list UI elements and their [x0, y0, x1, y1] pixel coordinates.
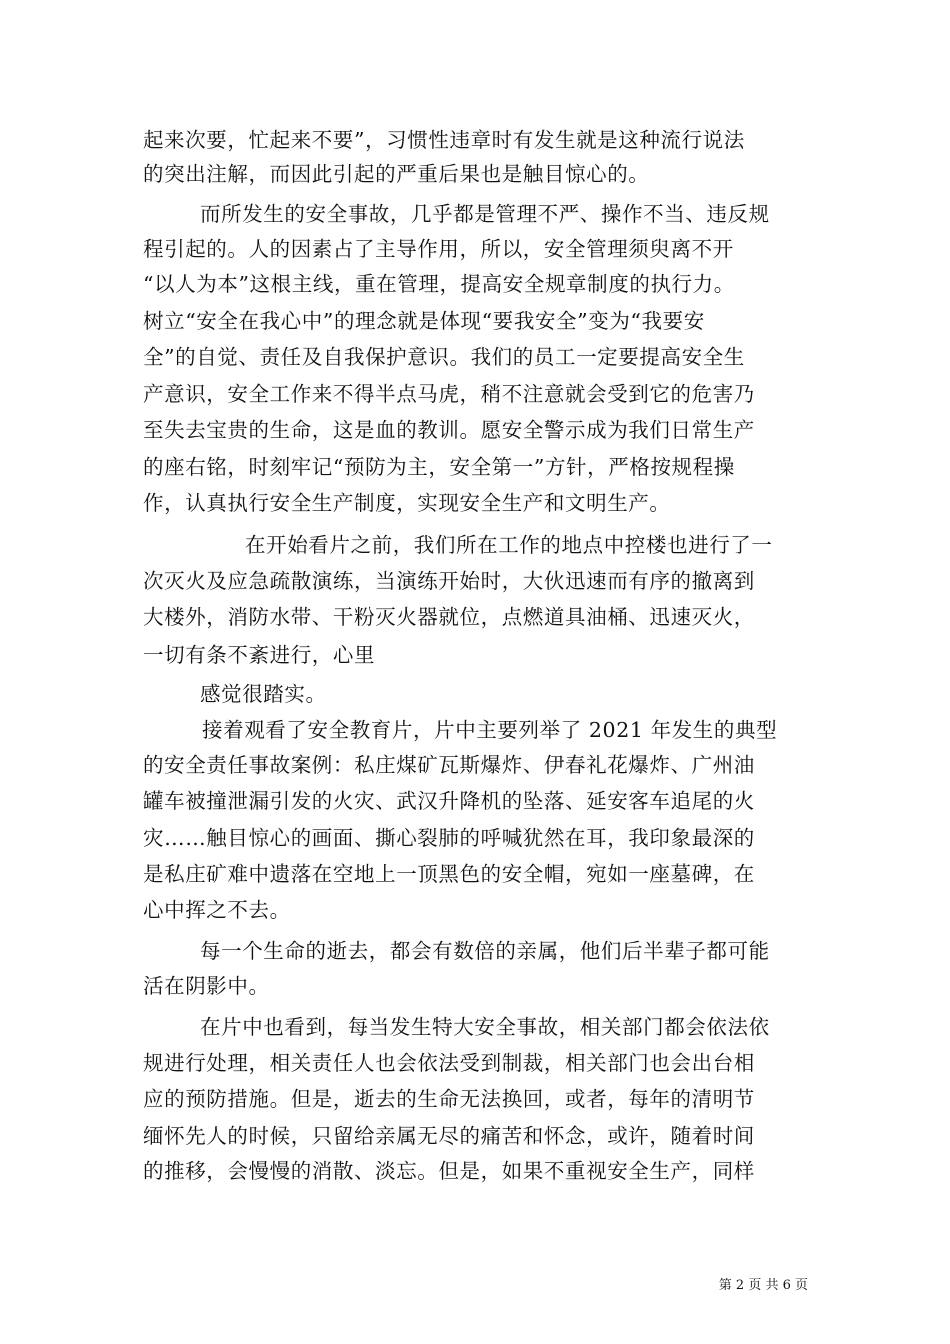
text-line: 大楼外，消防水带、干粉灭火器就位，点燃道具油桶、迅速灭火，	[143, 605, 755, 629]
page-number: 第 2 页 共 6 页	[718, 1278, 808, 1293]
text-line: 的突出注解，而因此引起的严重后果也是触目惊心的。	[143, 162, 650, 186]
text-line: 罐车被撞泄漏引发的火灾、武汉升降机的坠落、延安客车追尾的火	[143, 789, 755, 813]
text-line: 在开始看片之前，我们所在工作的地点中控楼也进行了一	[245, 533, 773, 557]
text-line: 程引起的。人的因素占了主导作用，所以，安全管理须臾离不开	[143, 237, 734, 261]
text-line: 每一个生命的逝去，都会有数倍的亲属，他们后半辈子都可能	[200, 939, 770, 963]
text-line: 活在阴影中。	[143, 974, 270, 998]
text-line: 接着观看了安全教育片，片中主要列举了 2021 年发生的典型	[202, 718, 778, 742]
text-line: 而所发生的安全事故，几乎都是管理不严、操作不当、违反规	[200, 202, 770, 226]
text-line: 缅怀先人的时候，只留给亲属无尽的痛苦和怀念，或许，随着时间	[143, 1124, 755, 1148]
text-line: 在片中也看到，每当发生特大安全事故，相关部门都会依法依	[200, 1015, 770, 1039]
text-line: 规进行处理，相关责任人也会依法受到制裁，相关部门也会出台相	[143, 1051, 755, 1075]
text-line: 的座右铭，时刻牢记“预防为主，安全第一”方针，严格按规程操	[143, 455, 735, 479]
text-line: 至失去宝贵的生命，这是血的教训。愿安全警示成为我们日常生产	[143, 418, 755, 442]
text-line: 灾……触目惊心的画面、撕心裂肺的呼喊犹然在耳，我印象最深的	[143, 826, 755, 850]
text-line: 的推移，会慢慢的消散、淡忘。但是，如果不重视安全生产，同样	[143, 1159, 755, 1183]
text-line: 次灭火及应急疏散演练，当演练开始时，大伙迅速而有序的撤离到	[143, 569, 755, 593]
text-line: 应的预防措施。但是，逝去的生命无法换回，或者，每年的清明节	[143, 1087, 755, 1111]
text-line: 树立“安全在我心中”的理念就是体现“要我安全”变为“我要安	[143, 309, 705, 333]
text-line: 是私庄矿难中遗落在空地上一顶黑色的安全帽，宛如一座墓碑，在	[143, 862, 755, 886]
text-line: 感觉很踏实。	[200, 682, 327, 706]
text-line: 产意识，安全工作来不得半点马虎，稍不注意就会受到它的危害乃	[143, 382, 755, 406]
text-line: “以人为本”这根主线，重在管理，提高安全规章制度的执行力。	[143, 272, 735, 296]
text-line: 全”的自觉、责任及自我保护意识。我们的员工一定要提高安全生	[143, 345, 745, 369]
text-line: 心中挥之不去。	[143, 898, 291, 922]
text-line: 起来次要，忙起来不要”，习惯性违章时有发生就是这种流行说法	[143, 128, 745, 152]
text-line: 一切有条不紊进行，心里	[143, 643, 376, 667]
text-line: 的安全责任事故案例：私庄煤矿瓦斯爆炸、伊春礼花爆炸、广州油	[143, 753, 755, 777]
text-line: 作，认真执行安全生产制度，实现安全生产和文明生产。	[143, 491, 671, 515]
